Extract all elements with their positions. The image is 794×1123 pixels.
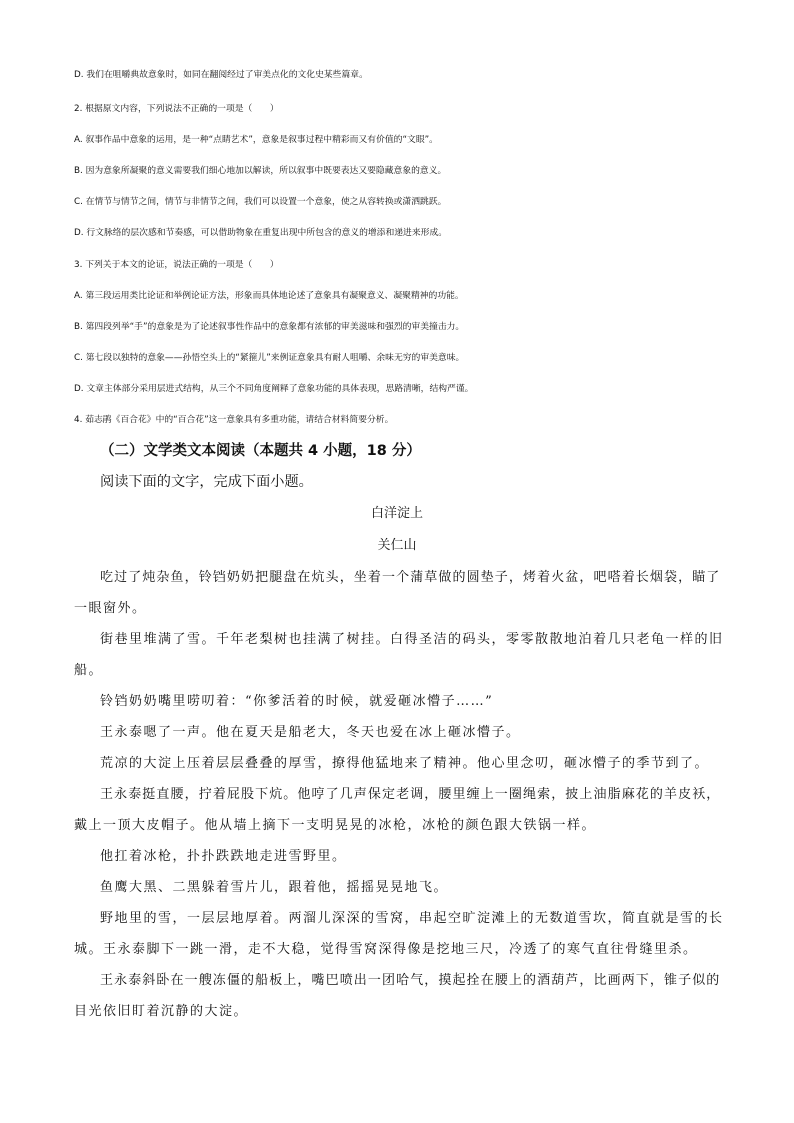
story-paragraph-line: 一眼窗外。 xyxy=(74,601,147,616)
question2-stem: 2. 根据原文内容，下列说法不正确的一项是（ ） xyxy=(74,104,279,114)
story-paragraph-line: 船。 xyxy=(74,663,104,678)
story-title: 白洋淀上 xyxy=(370,506,423,521)
story-author: 关仁山 xyxy=(377,538,417,553)
question1-option-d: D. 我们在咀嚼典故意象时，如同在翻阅经过了审美点化的文化史某些篇章。 xyxy=(74,70,368,80)
story-paragraph-line: 吃过了炖杂鱼，铃铛奶奶把腿盘在炕头，坐着一个蒲草做的圆垫子，烤着火盆，吧嗒着长烟袋，瞄了 xyxy=(100,570,721,585)
story-paragraph-line: 野地里的雪，一层层地厚着。两溜儿深深的雪窝，串起空旷淀滩上的无数道雪坎，简直就是雪的长 xyxy=(100,911,724,926)
question3-option-d: D. 文章主体部分采用层进式结构，从三个不同角度阐释了意象功能的具体表现，思路清晰，结构严谨。 xyxy=(74,384,474,394)
question2-option-a: A. 叙事作品中意象的运用，是一种“点睛艺术”，意象是叙事过程中精彩而又有价值的“文眼”。 xyxy=(74,135,438,145)
question3-stem: 3. 下列关于本文的论证，说法正确的一项是（ ） xyxy=(74,260,279,270)
story-paragraph-line: 荒凉的大淀上压着层层叠叠的厚雪，撩得他猛地来了精神。他心里念叨，砸冰懵子的季节到了。 xyxy=(100,756,710,771)
story-paragraph-line: 铃铛奶奶嘴里唠叨着：“你爹活着的时候，就爱砸冰懵子……” xyxy=(100,694,494,709)
story-paragraph-line: 王永泰嗯了一声。他在夏天是船老大，冬天也爱在冰上砸冰懵子。 xyxy=(100,725,521,740)
question2-option-c: C. 在情节与情节之间，情节与非情节之间，我们可以设置一个意象，使之从容转换或潇洒跳跃。 xyxy=(74,197,447,207)
question3-option-c: C. 第七段以独特的意象——孙悟空头上的“紧箍儿”来例证意象具有耐人咀嚼、余味无穷的审美意味。 xyxy=(74,353,465,363)
question4: 4. 茹志鹃《百合花》中的“百合花”这一意象具有多重功能，请结合材料简要分析。 xyxy=(74,415,394,425)
story-paragraph-line: 他扛着冰枪，扑扑跌跌地走进雪野里。 xyxy=(100,849,347,864)
section-heading: （二）文学类文本阅读（本题共 4 小题，18 分） xyxy=(100,443,421,459)
story-paragraph-line: 街巷里堆满了雪。千年老梨树也挂满了树挂。白得圣洁的码头，零零散散地泊着几只老龟一样的旧 xyxy=(100,632,724,647)
question3-option-a: A. 第三段运用类比论证和举例论证方法，形象而具体地论述了意象具有凝聚意义、凝聚精神的功能。 xyxy=(74,291,464,301)
story-paragraph-line: 鱼鹰大黑、二黑躲着雪片儿，跟着他，摇摇晃晃地飞。 xyxy=(100,880,449,895)
reading-instruction: 阅读下面的文字，完成下面小题。 xyxy=(100,474,313,490)
story-paragraph-line: 城。王永泰脚下一跳一滑，走不大稳，觉得雪窝深得像是挖地三尺，冷透了的寒气直往骨缝里杀。 xyxy=(74,942,698,957)
question2-option-d: D. 行文脉络的层次感和节奏感，可以借助物象在重复出现中所包含的意义的增添和递进来形成。 xyxy=(74,228,448,238)
story-paragraph-line: 戴上一顶大皮帽子。他从墙上摘下一支明晃晃的冰枪，冰枪的颜色跟大铁锅一样。 xyxy=(74,818,597,833)
story-paragraph-line: 王永泰斜卧在一艘冻僵的船板上，嘴巴喷出一团哈气，摸起拴在腰上的酒葫芦，比画两下，锥子似的 xyxy=(100,973,721,988)
story-paragraph-line: 王永泰挺直腰，拧着屁股下炕。他哼了几声保定老调，腰里缠上一圈绳索，披上油脂麻花的羊皮袄， xyxy=(100,787,721,802)
question2-option-b: B. 因为意象所凝聚的意义需要我们细心地加以解读，所以叙事中既要表达又要隐藏意象的意义。 xyxy=(74,166,447,176)
story-paragraph-line: 目光依旧盯着沉静的大淀。 xyxy=(74,1004,249,1019)
question3-option-b: B. 第四段列举“手”的意象是为了论述叙事性作品中的意象都有浓郁的审美滋味和强烈的审美撞击力。 xyxy=(74,322,465,332)
